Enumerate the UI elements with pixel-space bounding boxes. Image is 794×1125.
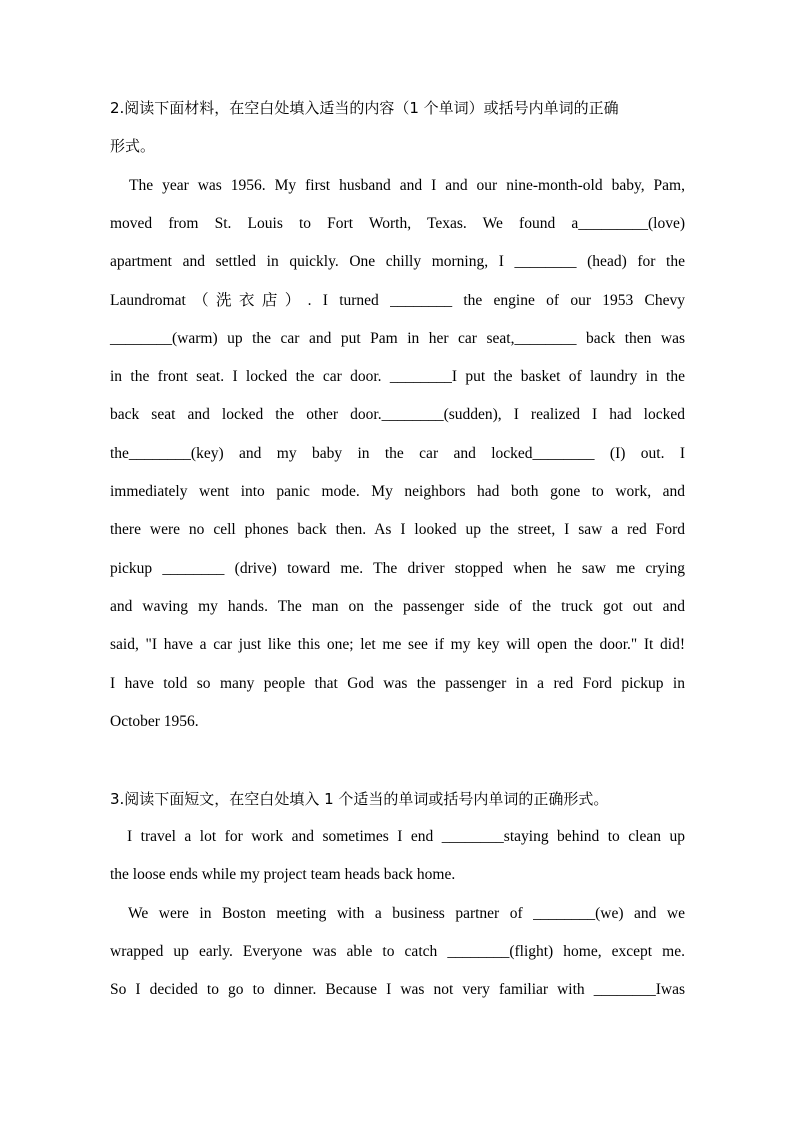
passage2-line: ________(warm) up the car and put Pam in her car seat,________ back then was [110,330,685,347]
passage2-line: the________(key) and my baby in the car and locked________ (I) out. I [110,445,685,462]
passage2-line: apartment and settled in quickly. One chilly morning, I ________ (head) for the [110,253,685,270]
passage2-line: said, "I have a car just like this one; let me see if my key will open the door." It did! [110,636,685,653]
passage2-line: immediately went into panic mode. My neighbors had both gone to work, and [110,483,685,500]
section3-heading: 3.阅读下面短文，在空白处填入 1 个适当的单词或括号内单词的正确形式。 [110,790,609,808]
section2-heading-line1: 2.阅读下面材料，在空白处填入适当的内容（1 个单词）或括号内单词的正确 [110,99,619,117]
passage2-line: back seat and locked the other door.________(sudden), I realized I had locked [110,406,685,423]
passage2-line: I have told so many people that God was the passenger in a red Ford pickup in [110,675,685,692]
passage3-line: We were in Boston meeting with a business partner of ________(we) and we [128,905,685,922]
passage2-line: and waving my hands. The man on the passenger side of the truck got out and [110,598,685,615]
passage3-line: So I decided to go to dinner. Because I was not very familiar with ________Iwas [110,981,685,998]
passage3-line: the loose ends while my project team heads back home. [110,866,456,883]
passage2-line: October 1956. [110,713,199,730]
section2-heading-line2: 形式。 [110,137,156,155]
passage2-line: moved from St. Louis to Fort Worth, Texas. We found a_________(love) [110,215,685,232]
passage2-line: there were no cell phones back then. As I looked up the street, I saw a red Ford [110,521,685,538]
passage3-line: wrapped up early. Everyone was able to catch ________(flight) home, except me. [110,943,685,960]
passage3-line: I travel a lot for work and sometimes I end ________staying behind to clean up [127,828,685,845]
passage2-line: The year was 1956. My first husband and I and our nine-month-old baby, Pam, [129,177,685,194]
passage2-line: Laundromat（洗衣店）. I turned ________ the engine of our 1953 Chevy [110,292,685,309]
passage2-line: in the front seat. I locked the car door. ________I put the basket of laundry in the [110,368,685,385]
passage2-line: pickup ________ (drive) toward me. The driver stopped when he saw me crying [110,560,685,577]
